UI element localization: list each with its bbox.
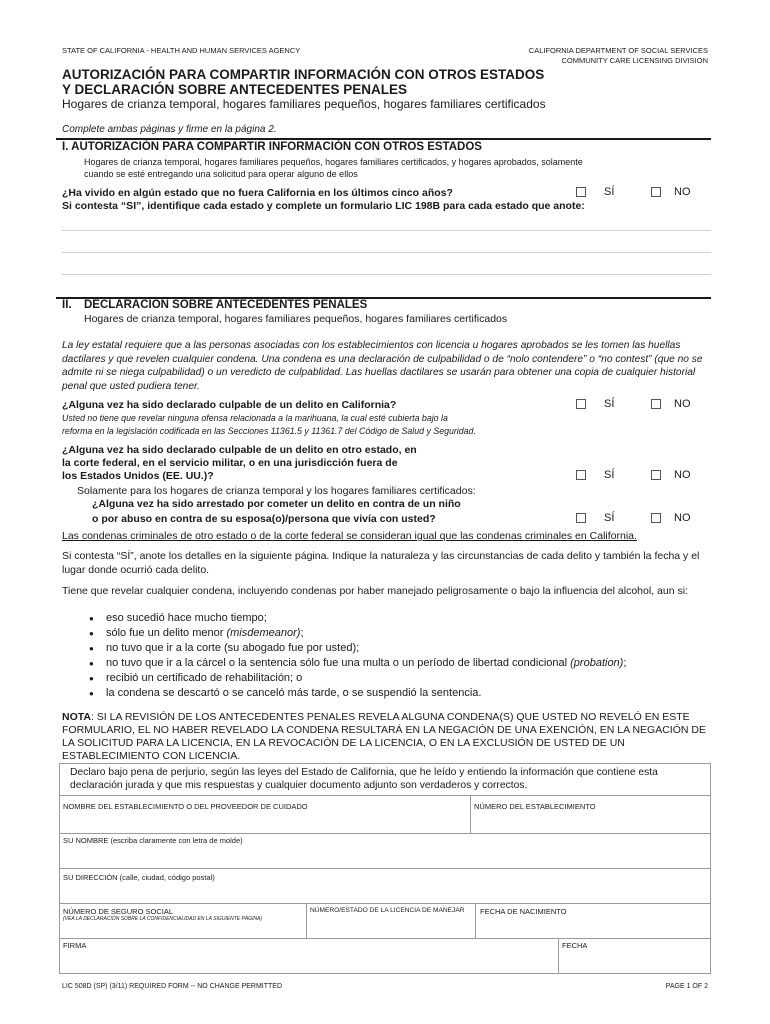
ssn-field[interactable]: NÚMERO DE SEGURO SOCIAL [63, 907, 174, 916]
q1-no-checkbox[interactable] [651, 399, 661, 409]
form-number-footer: LIC 508D (SP) (3/11) REQUIRED FORM -- NO CHANGE PERMITTED [62, 983, 283, 990]
date-of-birth-field[interactable]: FECHA DE NACIMIENTO [480, 907, 567, 916]
q3-no-checkbox[interactable] [651, 513, 661, 523]
list-item: ● recibió un certificado de rehabilitación; o [89, 671, 709, 686]
q3-yes-label: SÍ [604, 512, 615, 524]
perjury-declaration: Declaro bajo pena de perjurio, según las leyes del Estado de California, que he leído y entiendo la información que contiene esta declaración jurada y que mis respuestas y cualquier documento adjunto son verdaderos y correctos. [70, 767, 658, 791]
state-entry-line-2[interactable] [62, 252, 711, 253]
divider [475, 903, 476, 938]
s1-yes-label: SÍ [604, 186, 615, 198]
q2-no-checkbox[interactable] [651, 470, 661, 480]
form-subtitle: Hogares de crianza temporal, hogares familiares pequeños, hogares familiares certificados [62, 97, 546, 111]
page-number: PAGE 1 OF 2 [665, 983, 708, 990]
division-name: COMMUNITY CARE LICENSING DIVISION [561, 56, 708, 65]
section1-top-rule [56, 138, 711, 140]
q1-note-2: reforma en la legislación codificada en las Secciones 11361.5 y 11361.7 del Código de Salud y Seguridad. [62, 426, 476, 436]
divider [59, 903, 711, 904]
section1-instruction: Si contesta “SI”, identifique cada estado y complete un formulario LIC 198B para cada estado que anote: [62, 200, 585, 212]
divider [558, 938, 559, 974]
ssn-confidentiality-note: (VEA LA DECLARACIÓN SOBRE LA CONFIDENCIALIDAD EN LA SIGUIENTE PÁGINA) [63, 916, 263, 922]
list-item: ● la condena se descartó o se canceló más tarde, o se suspendió la sentencia. [89, 686, 709, 701]
q1-no-label: NO [674, 398, 691, 410]
list-item: ● no tuvo que ir a la corte (su abogado fue por usted); [89, 641, 709, 656]
nota-text: : SI LA REVISIÓN DE LOS ANTECEDENTES PENALES REVELA ALGUNA CONDENA(S) QUE USTED NO REVELÓ EN ESTE FORMULARIO, EL NO HABER REVELADO LA CONDENA RESULTARÁ EN LA NEGACIÓN DE UNA EXENCIÓN, EN LA NEGACIÓN DE LA SOLICITUD PARA LA LICENCIA, EN LA REVOCACIÓN DE LA LICENCIA, O EN LA EXCLUSIÓN DE USTED DE UN ESTABLECIMIENTO CON LICENCIA. [62, 711, 706, 762]
q2-line-1: ¿Alguna vez ha sido declarado culpable de un delito en otro estado, en [62, 444, 417, 456]
nota-label: NOTA [62, 711, 91, 723]
q1-yes-label: SÍ [604, 398, 615, 410]
facility-number-field[interactable]: NÚMERO DEL ESTABLECIMIENTO [474, 802, 596, 811]
divider [59, 868, 711, 869]
section2-sub: Hogares de crianza temporal, hogares familiares pequeños, hogares familiares certificados [84, 313, 508, 325]
q1-text: ¿Alguna vez ha sido declarado culpable de un delito en California? [62, 399, 397, 411]
divider [59, 833, 711, 834]
s1-no-checkbox[interactable] [651, 187, 661, 197]
list-item: ● eso sucedió hace mucho tiempo; [89, 611, 709, 626]
q2-line-2: la corte federal, en el servicio militar, o en una jurisdicción fuera de [62, 457, 398, 469]
nota-paragraph [62, 711, 714, 763]
section1-sub1: Hogares de crianza temporal, hogares familiares pequeños, hogares familiares certificados, y hogares aprobados, solamente [84, 157, 583, 167]
address-field[interactable]: SU DIRECCIÓN (calle, ciudad, código postal) [63, 873, 215, 882]
section1-heading: I. AUTORIZACIÓN PARA COMPARTIR INFORMACIÓN CON OTROS ESTADOS [62, 141, 482, 153]
form-title-line1: AUTORIZACIÓN PARA COMPARTIR INFORMACIÓN CON OTROS ESTADOS [62, 67, 545, 82]
divider [470, 795, 471, 833]
section1-question: ¿Ha vivido en algún estado que no fuera California en los últimos cinco años? [62, 187, 453, 199]
section2-para3: Tiene que revelar cualquier condena, incluyendo condenas por haber manejado peligrosamente o bajo la influencia del alcohol, aun si: [62, 585, 688, 597]
section1-sub2: cuando se esté entregando una solicitud para operar alguno de ellos [84, 169, 358, 179]
facility-name-field[interactable]: NOMBRE DEL ESTABLECIMIENTO O DEL PROVEEDOR DE CUIDADO [63, 802, 308, 811]
list-item: ● no tuvo que ir a la cárcel o la sentencia sólo fue una multa o un período de libertad condicional (probation); [89, 656, 709, 671]
conviction-conditions-list [89, 611, 709, 701]
q1-note-1: Usted no tiene que revelar ninguna ofensa relacionada a la marihuana, la cual esté cubierta bajo la [62, 413, 448, 423]
your-name-field[interactable]: SU NOMBRE (escriba claramente con letra de molde) [63, 836, 243, 845]
department-name: CALIFORNIA DEPARTMENT OF SOCIAL SERVICES [528, 46, 708, 55]
section2-para2: Si contesta “SÍ”, anote los detalles en la siguiente página. Indique la naturaleza y las circunstancias de cada delito y también la fecha y el lugar donde ocurrió cada delito. [62, 550, 700, 576]
form-title-line2: Y DECLARACIÓN SOBRE ANTECEDENTES PENALES [62, 82, 408, 97]
equal-convictions-note: Las condenas criminales de otro estado o de la corte federal se consideran igual que las condenas criminales en California. [62, 530, 637, 542]
signature-field[interactable]: FIRMA [63, 941, 87, 950]
section2-number: II. [62, 299, 72, 311]
q3-intro: Solamente para los hogares de crianza temporal y los hogares familiares certificados: [77, 485, 476, 497]
q2-yes-label: SÍ [604, 469, 615, 481]
list-item: ● sólo fue un delito menor (misdemeanor); [89, 626, 709, 641]
q1-yes-checkbox[interactable] [576, 399, 586, 409]
state-entry-line-3[interactable] [62, 274, 711, 275]
q3-no-label: NO [674, 512, 691, 524]
agency-name: STATE OF CALIFORNIA - HEALTH AND HUMAN SERVICES AGENCY [62, 46, 301, 55]
q3-yes-checkbox[interactable] [576, 513, 586, 523]
section2-para1: La ley estatal requiere que a las personas asociadas con los establecimientos con licencia u hogares aprobados se les tomen las huellas dactilares y que revelen cualquier condena. Una condena es una declaración de culpabilidad o de “nolo contendere” o “no contest” (que no se admite ni se niega culpabilidad) o un veredicto de culpablidad. Las huellas dactilares se usarán para obtener una copia de cualquier historial penal que usted pudiera tener. [62, 340, 703, 392]
q2-yes-checkbox[interactable] [576, 470, 586, 480]
q3-line-1: ¿Alguna vez ha sido arrestado por cometer un delito en contra de un niño [92, 498, 461, 510]
date-field[interactable]: FECHA [562, 941, 588, 950]
s1-yes-checkbox[interactable] [576, 187, 586, 197]
instructions: Complete ambas páginas y firme en la página 2. [62, 124, 277, 135]
q2-line-3: los Estados Unidos (EE. UU.)? [62, 470, 214, 482]
divider [59, 938, 711, 939]
section2-heading: DECLARACIÓN SOBRE ANTECEDENTES PENALES [84, 299, 368, 311]
s1-no-label: NO [674, 186, 691, 198]
state-entry-line-1[interactable] [62, 230, 711, 231]
q3-line-2: o por abuso en contra de su esposa(o)/persona que vivía con usted? [92, 513, 436, 525]
divider [59, 795, 711, 796]
divider [306, 903, 307, 938]
drivers-license-field[interactable]: NÚMERO/ESTADO DE LA LICENCIA DE MANEJAR [310, 907, 465, 914]
q2-no-label: NO [674, 469, 691, 481]
